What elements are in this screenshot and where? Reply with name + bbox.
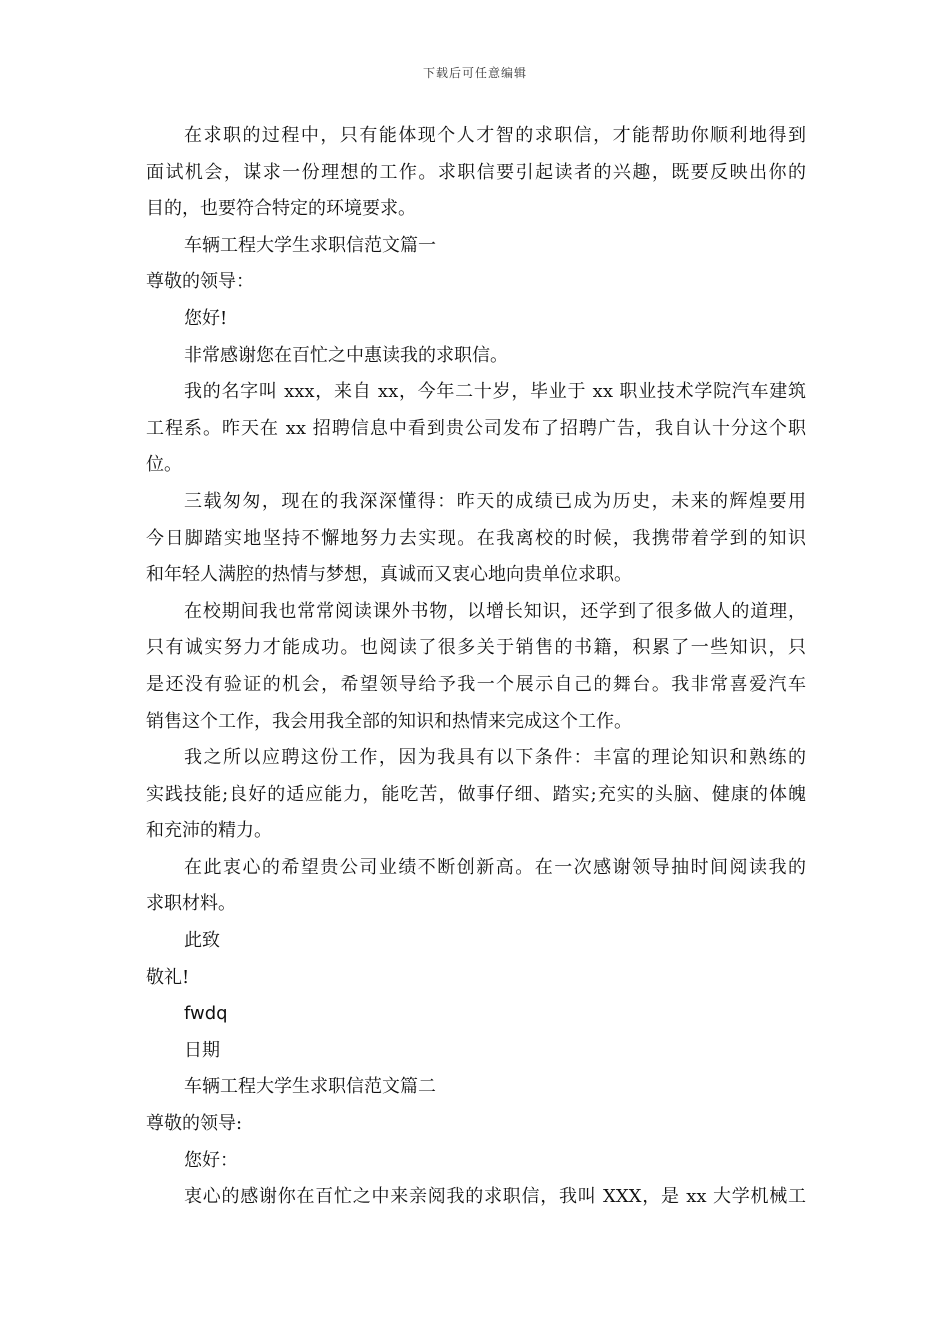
text-line: 在求职的过程中，只有能体现个人才智的求职信，才能帮助你顺利地得到 [184, 125, 806, 146]
text-line: 日期 [184, 1039, 220, 1061]
text-line: 今日脚踏实地坚持不懈地努力去实现。在我离校的时候，我携带着学到的知识 [146, 527, 806, 549]
text-line: 位。 [146, 454, 182, 476]
text-line: 车辆工程大学生求职信范文篇二 [184, 1076, 436, 1098]
text-line: 和充沛的精力。 [146, 820, 272, 842]
text-line: 您好! [184, 307, 228, 329]
text-line: 目的，也要符合特定的环境要求。 [146, 198, 416, 220]
text-line: 我之所以应聘这份工作，因为我具有以下条件：丰富的理论知识和熟练的 [184, 747, 806, 769]
text-line: 衷心的感谢你在百忙之中来亲阅我的求职信，我叫 XXX，是 xx 大学机械工 [184, 1186, 806, 1208]
text-line: 在校期间我也常常阅读课外书物，以增长知识，还学到了很多做人的道理， [184, 600, 806, 622]
text-line: 工程系。昨天在 xx 招聘信息中看到贵公司发布了招聘广告，我自认十分这个职 [146, 417, 806, 439]
text-line: 销售这个工作，我会用我全部的知识和热情来完成这个工作。 [146, 710, 632, 732]
text-line: 面试机会，谋求一份理想的工作。求职信要引起读者的兴趣，既要反映出你的 [146, 161, 806, 183]
text-line: 敬礼! [146, 966, 190, 988]
text-line: 尊敬的领导: [146, 1113, 243, 1135]
text-line: 此致 [184, 930, 220, 952]
text-line: 三载匆匆，现在的我深深懂得：昨天的成绩已成为历史，未来的辉煌要用 [184, 490, 806, 512]
text-line: 非常感谢您在百忙之中惠读我的求职信。 [184, 344, 508, 366]
text-line: fwdq [184, 1003, 228, 1025]
document-body [146, 118, 806, 1216]
text-line: 车辆工程大学生求职信范文篇一 [184, 234, 436, 256]
text-line: 我的名字叫 xxx，来自 xx，今年二十岁，毕业于 xx 职业技术学院汽车建筑 [184, 381, 806, 403]
text-line: 求职材料。 [146, 893, 236, 915]
text-line: 您好： [184, 1149, 238, 1171]
text-line: 只有诚实努力才能成功。也阅读了很多关于销售的书籍，积累了一些知识，只 [146, 637, 806, 659]
text-line: 尊敬的领导： [146, 271, 254, 293]
text-line: 实践技能;良好的适应能力，能吃苦，做事仔细、踏实;充实的头脑、健康的体魄 [146, 783, 806, 805]
text-line: 在此衷心的希望贵公司业绩不断创新高。在一次感谢领导抽时间阅读我的 [184, 856, 806, 878]
page-header: 下载后可任意编辑 [422, 66, 527, 80]
text-line: 是还没有验证的机会，希望领导给予我一个展示自己的舞台。我非常喜爱汽车 [146, 673, 806, 695]
text-line: 和年轻人满腔的热情与梦想，真诚而又衷心地向贵单位求职。 [146, 564, 632, 586]
